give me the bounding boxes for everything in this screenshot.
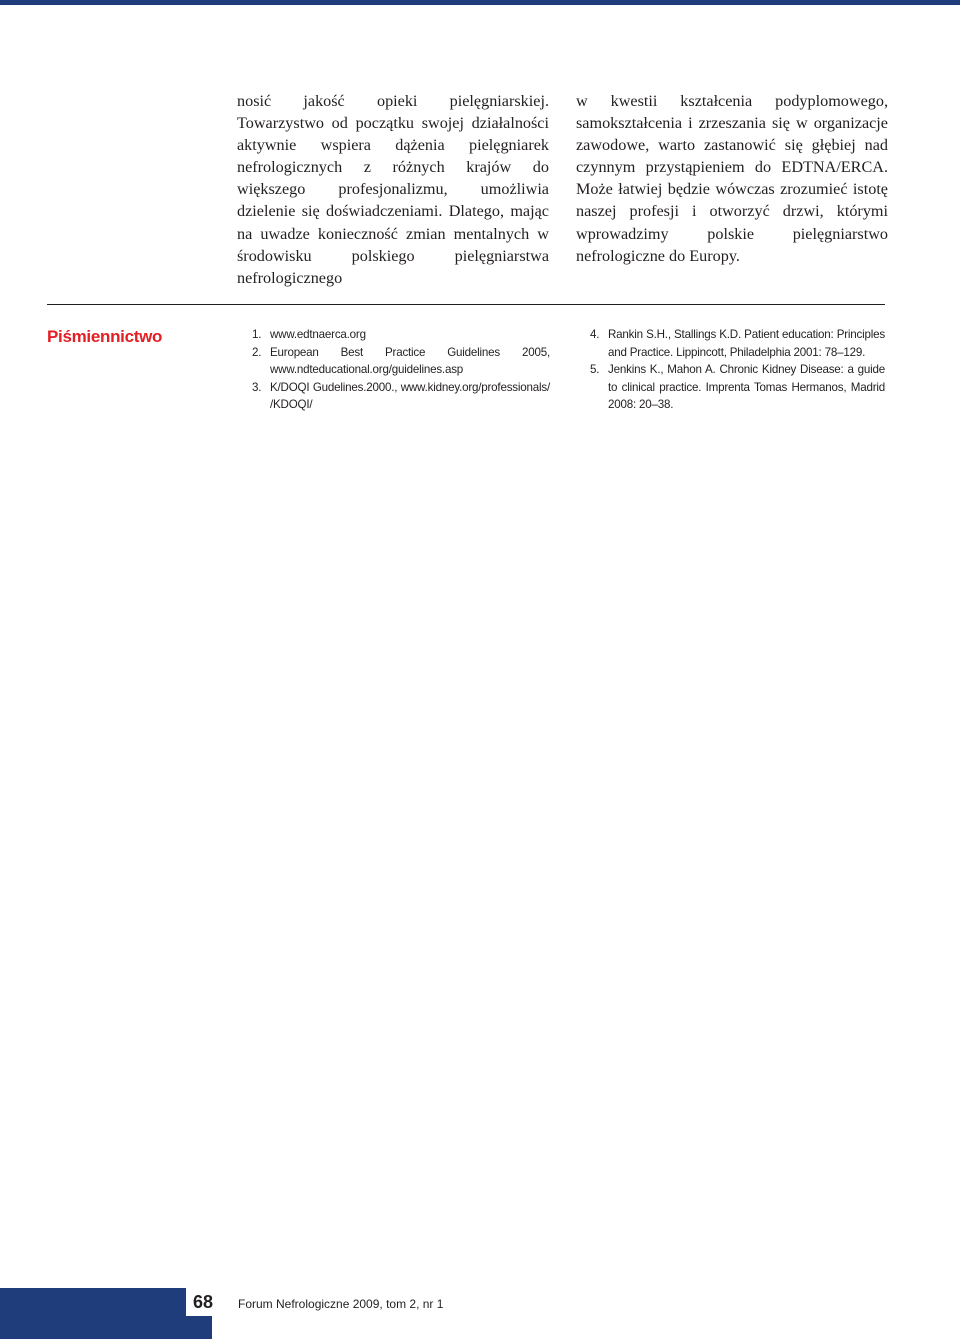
reference-text: K/DOQI Gudelines.2000., www.kidney.org/professionals/ /KDOQI/ (270, 380, 550, 412)
reference-number: 3. (252, 380, 262, 394)
references-list-left (252, 326, 550, 414)
reference-item-5 (590, 361, 885, 414)
body-paragraph-left: nosić jakość opieki pielęgniarskiej. Towarzystwo od początku swojej działalności aktywnie wspiera dążenia pielęgniarek nefrologicznych z różnych krajów do większego profesjonalizmu, umożliwia dzielenie się doświadczeniami. Dlatego, mając na uwadze konieczność zmian mentalnych w środowisku polskiego pielęgniarstwa nefrologicznego (237, 92, 549, 287)
body-text-right-column (576, 90, 888, 267)
body-text-left-column (237, 90, 549, 289)
journal-citation: Forum Nefrologiczne 2009, tom 2, nr 1 (238, 1297, 444, 1311)
reference-number: 4. (590, 328, 600, 341)
reference-item-1 (252, 326, 550, 344)
reference-text: Jenkins K., Mahon A. Chronic Kidney Disease: a guide to clinical practice. Imprenta Tomas Hermanos, Madrid 2008: 20–38. (608, 363, 885, 412)
references-heading: Piśmiennictwo (47, 327, 163, 346)
section-divider (47, 304, 885, 305)
reference-text: European Best Practice Guidelines 2005, www.ndteducational.org/guidelines.asp (270, 345, 550, 377)
reference-item-4 (590, 326, 885, 361)
reference-number: 5. (590, 363, 600, 377)
reference-text: Rankin S.H., Stallings K.D. Patient education: Principles and Practice. Lippincott, Philadelphia 2001: 78–129. (608, 328, 885, 359)
reference-number: 2. (252, 345, 262, 359)
reference-number: 1. (252, 328, 262, 341)
references-list-right (590, 326, 885, 414)
reference-text: www.edtnaerca.org (270, 328, 366, 341)
reference-item-3 (252, 379, 550, 414)
page-number: 68 (186, 1288, 220, 1316)
body-paragraph-right: w kwestii kształcenia podyplomowego, samokształcenia i zrzeszania się w organizacje zawodowe, warto zastanowić się głębiej nad czynnym przystąpieniem do EDTNA/ERCA. Może łatwiej będzie wówczas zrozumieć istotę naszej profesji i otworzyć drzwi, którymi wprowadzimy polskie pielęgniarstwo nefrologiczne do Europy. (576, 92, 888, 265)
top-accent-bar (0, 0, 960, 5)
reference-item-2 (252, 344, 550, 379)
footer-accent-block (0, 1288, 212, 1339)
